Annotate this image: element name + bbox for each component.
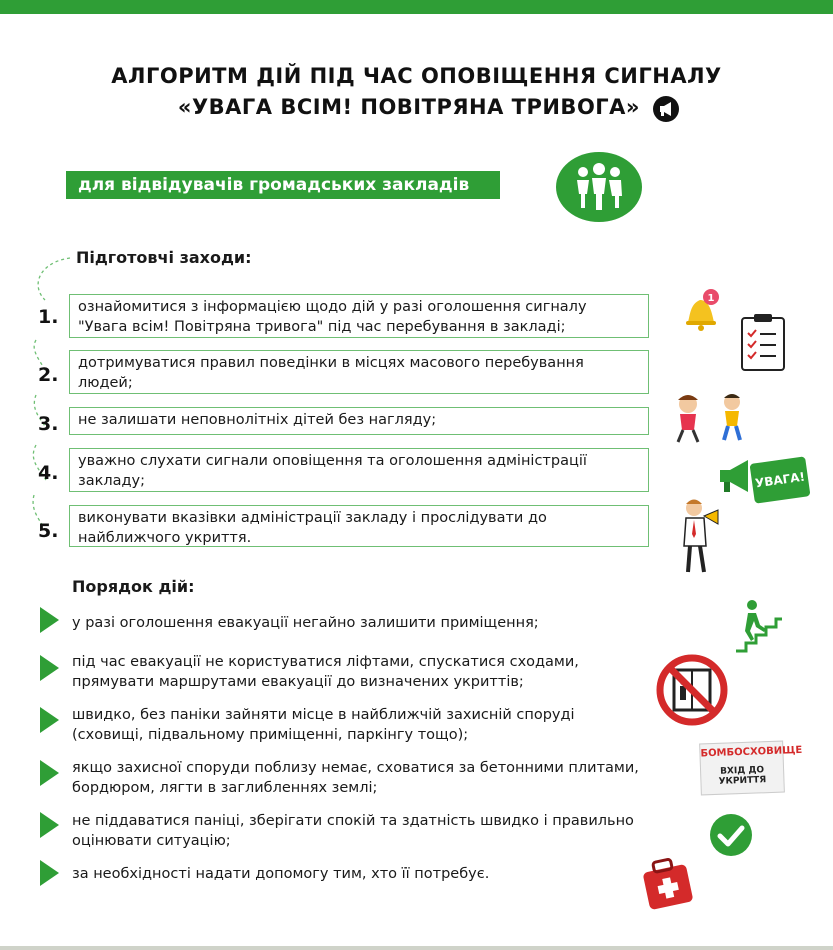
bullet-arrow-icon [40, 655, 59, 681]
audience-banner: для відвідувачів громадських закладів [66, 171, 500, 199]
preparation-title: Підготовчі заходи: [76, 248, 252, 267]
page-title-line-1: АЛГОРИТМ ДІЙ ПІД ЧАС ОПОВІЩЕННЯ СИГНАЛУ [111, 64, 722, 88]
bell-badge-count: 1 [707, 293, 715, 304]
order-title: Порядок дій: [72, 577, 195, 596]
megaphone-icon [652, 95, 680, 123]
step-box: ознайомитися з інформацією щодо дій у разі оголошення сигналу "Увага всім! Повітряна тривога" під час перебування в закладі; [69, 294, 649, 338]
bell-icon [680, 288, 724, 334]
step-box: уважно слухати сигнали оповіщення та оголошення адміністрації закладу; [69, 448, 649, 492]
step-number: 1. [38, 306, 59, 328]
checklist-icon [738, 312, 790, 372]
bullet-arrow-icon [40, 812, 59, 838]
step-box: не залишати неповнолітніх дітей без нагляду; [69, 407, 649, 435]
children-icon [668, 390, 754, 446]
step-number: 3. [38, 413, 59, 435]
bullet-arrow-icon [40, 607, 59, 633]
first-aid-kit-icon [640, 852, 696, 912]
people-group-icon [556, 152, 642, 222]
man-megaphone-icon [676, 494, 722, 576]
action-item: під час евакуації не користуватися ліфтами, спускатися сходами, прямувати маршрутами евакуації до визначених укриттів; [72, 654, 579, 690]
bullet-arrow-icon [40, 760, 59, 786]
action-item: у разі оголошення евакуації негайно залишити приміщення; [72, 615, 539, 631]
uvaga-badge: УВАГА! [749, 456, 810, 503]
step-number: 2. [38, 364, 59, 386]
page-title-line-2: «УВАГА ВСІМ! ПОВІТРЯНА ТРИВОГА» [177, 95, 640, 119]
bullet-arrow-icon [40, 707, 59, 733]
shelter-sign-title: БОМБОСХОВИЩЕ [700, 744, 803, 760]
shelter-sign-icon [699, 741, 803, 796]
step-number: 5. [38, 520, 59, 542]
bottom-divider [0, 946, 833, 950]
action-item: не піддаватися паніці, зберігати спокій та здатність швидко і правильно оцінювати ситуацію; [72, 813, 634, 849]
checkmark-icon [708, 812, 754, 858]
step-box: виконувати вказівки адміністрації закладу і прослідувати до найближчого укриття. [69, 505, 649, 547]
no-elevator-icon [656, 654, 728, 726]
action-item: швидко, без паніки зайняти місце в найближчій захисній споруді (сховищі, підвальному приміщенні, паркінгу тощо); [72, 707, 575, 743]
action-item: за необхідності надати допомогу тим, хто її потребує. [72, 866, 490, 882]
top-accent-bar [0, 0, 833, 14]
bullet-arrow-icon [40, 860, 59, 886]
action-item: якщо захисної споруди поблизу немає, сховатися за бетонними плитами, бордюром, лягти в заглибленнях землі; [72, 760, 639, 796]
step-box: дотримуватися правил поведінки в місцях масового перебування людей; [69, 350, 649, 394]
stairs-exit-icon [734, 597, 784, 653]
step-number: 4. [38, 462, 59, 484]
shelter-sign-subtitle: ВХІД ДО УКРИТТЯ [718, 765, 767, 787]
